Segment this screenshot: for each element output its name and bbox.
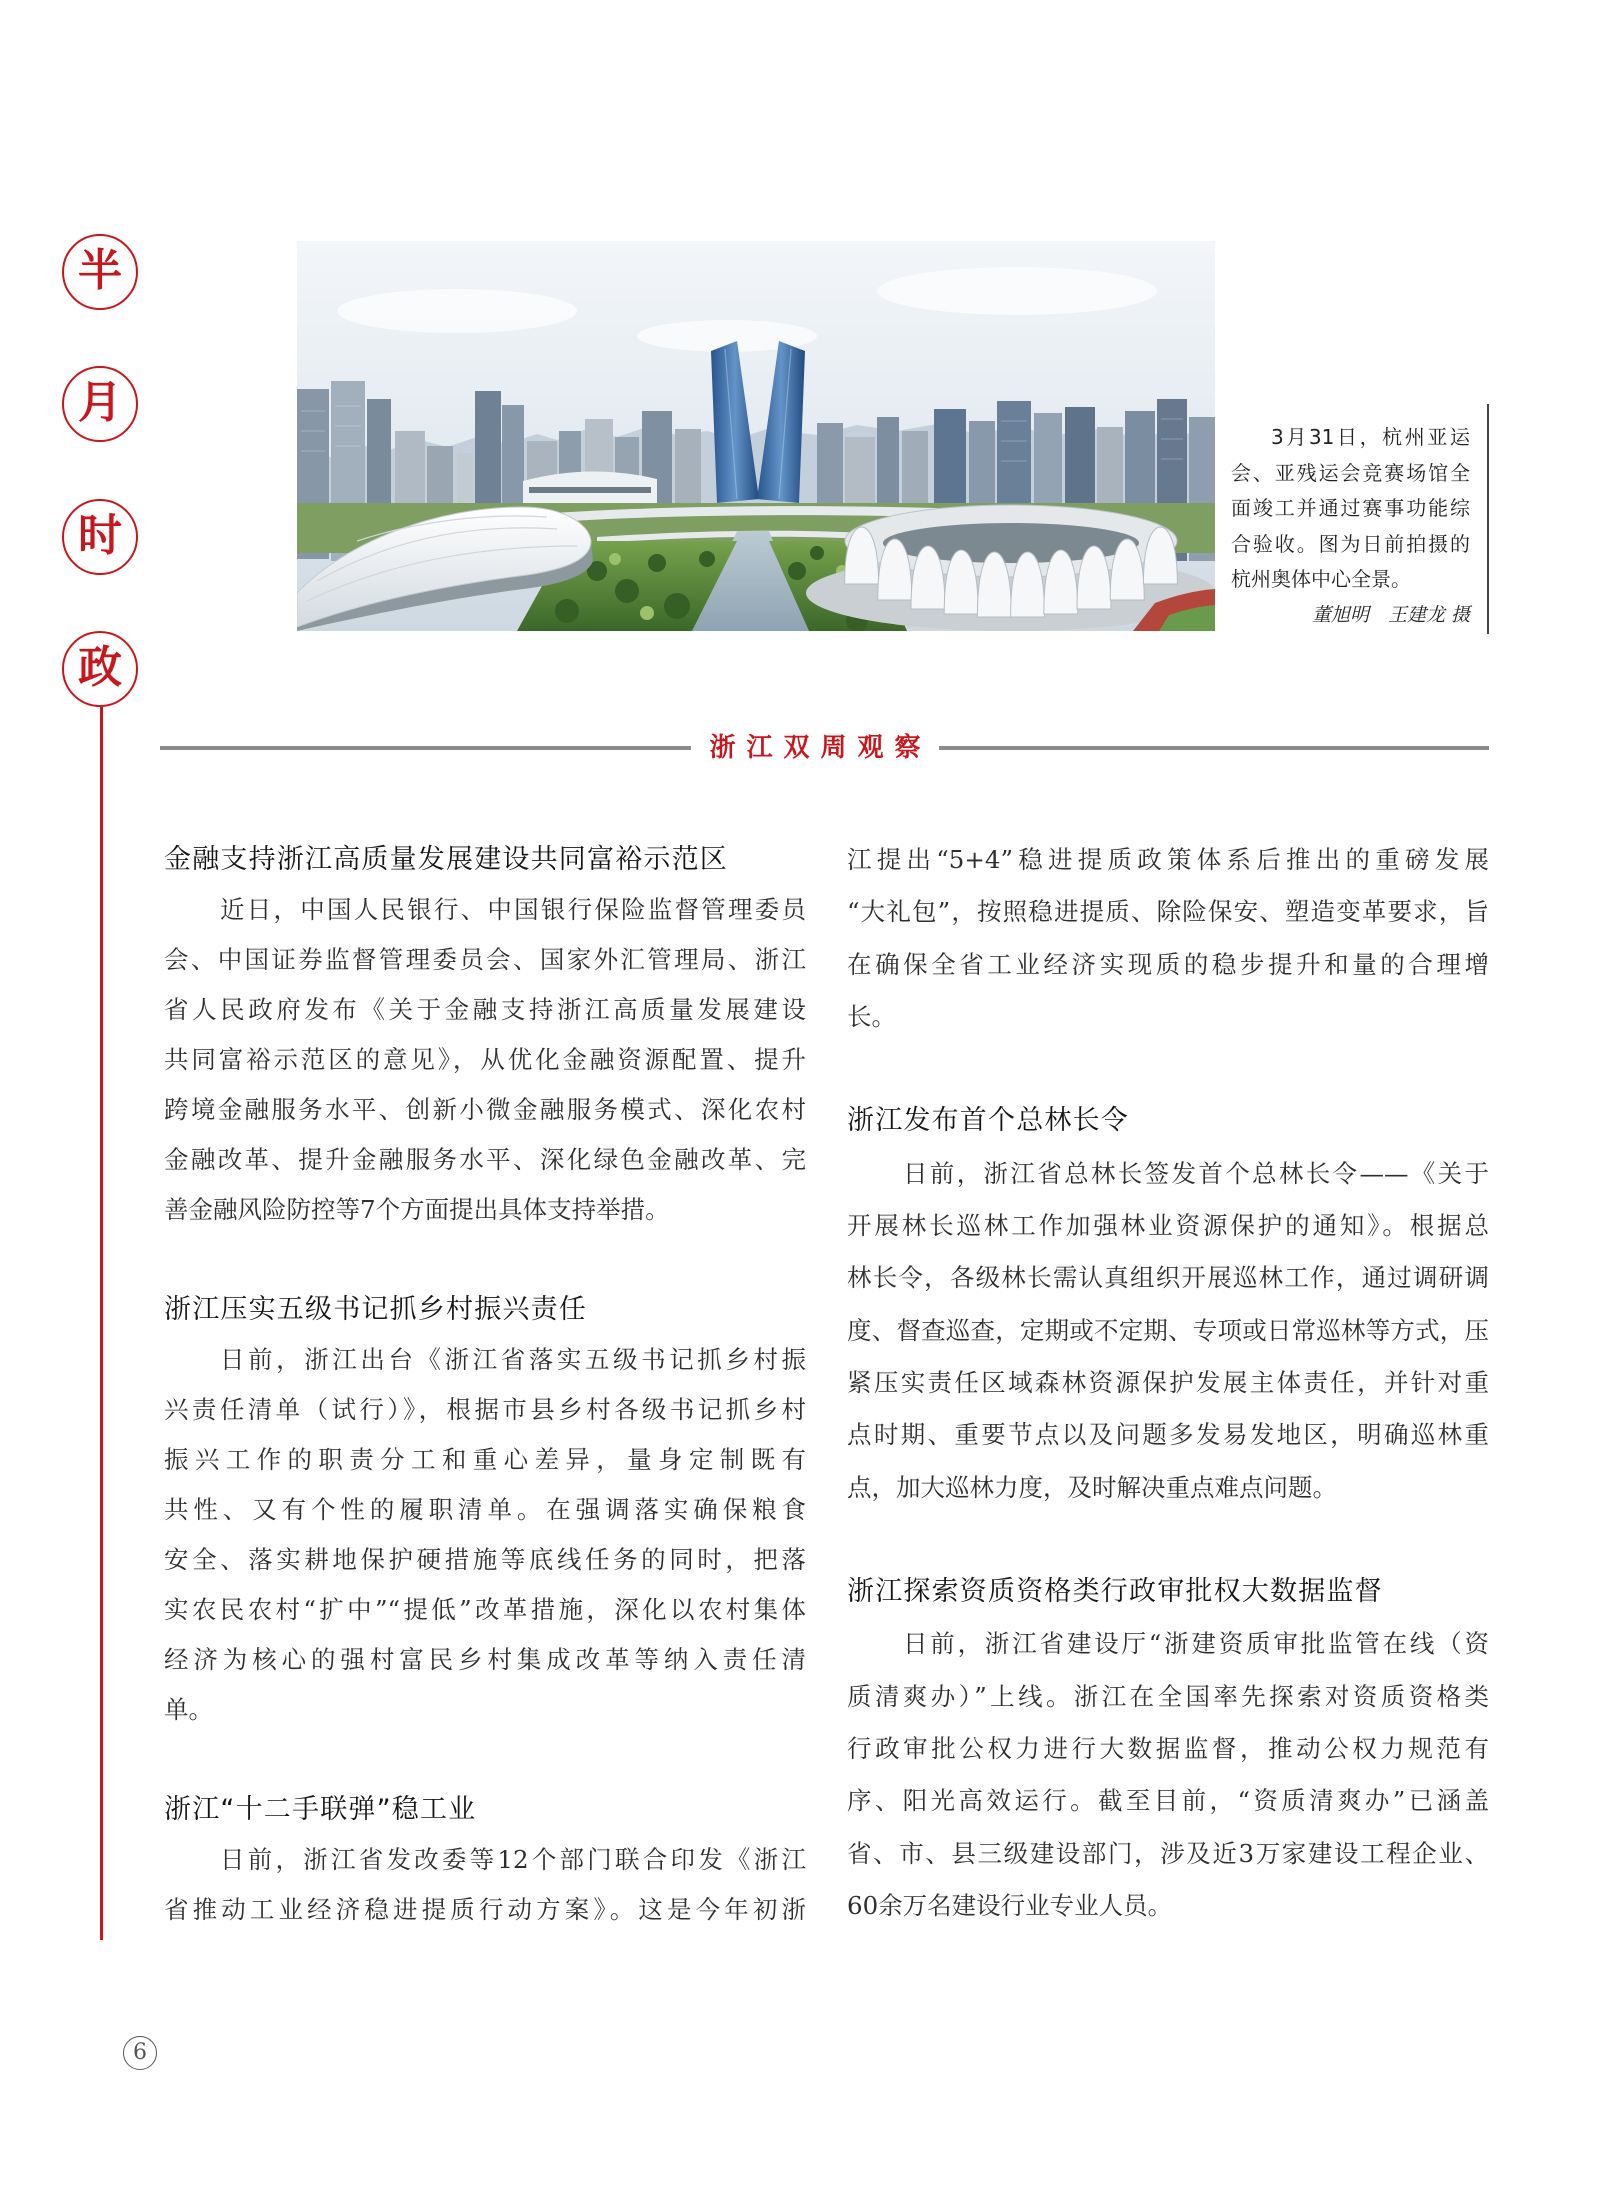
body-line: 金融改革、提升金融服务水平、深化绿色金融改革、完 — [164, 1145, 806, 1174]
body-line: 实农民农村“扩中”“提低”改革措施，深化以农村集体 — [164, 1595, 806, 1624]
body-line: 林长令，各级林长需认真组织开展巡林工作，通过调研调 — [847, 1263, 1489, 1293]
body-line: 序、阳光高效运行。截至目前，“资质清爽办”已涵盖 — [847, 1786, 1489, 1816]
body-line: 善金融风险防控等7个方面提出具体支持举措。 — [164, 1195, 670, 1224]
photo-caption — [1231, 420, 1470, 633]
body-line: 在确保全省工业经济实现质的稳步提升和量的合理增 — [847, 949, 1489, 979]
caption-line: 3月31日，杭州亚运 — [1271, 425, 1470, 449]
body-line: 点时期、重要节点以及问题多发易发地区，明确巡林重 — [847, 1420, 1489, 1450]
article — [847, 1095, 1489, 1513]
caption-line: 杭州奥体中心全景。 — [1231, 567, 1411, 591]
body-line: 省推动工业经济稳进提质行动方案》。这是今年初浙 — [164, 1895, 806, 1924]
body-line: 安全、落实耕地保护硬措施等底线任务的同时，把落 — [164, 1545, 806, 1574]
masthead-char: 时 — [62, 499, 138, 575]
body-line: 日前，浙江出台《浙江省落实五级书记抓乡村振 — [220, 1345, 806, 1374]
body-line: 江提出“5+4”稳进提质政策体系后推出的重磅发展 — [847, 845, 1489, 874]
article — [164, 1785, 806, 1935]
masthead-char: 月 — [62, 366, 138, 442]
body-line: 振兴工作的职责分工和重心差异，量身定制既有 — [164, 1445, 806, 1474]
page-number: 6 — [123, 2036, 157, 2070]
body-line: 度、督查巡查，定期或不定期、专项或日常巡林等方式，压 — [847, 1315, 1489, 1345]
body-line: 60余万名建设行业专业人员。 — [847, 1890, 1173, 1920]
masthead-char: 政 — [62, 631, 138, 707]
caption-rule — [1487, 404, 1489, 634]
body-line: 会、中国证券监督管理委员会、国家外汇管理局、浙江 — [164, 945, 806, 974]
body-line: 共性、又有个性的履职清单。在强调落实确保粮食 — [164, 1495, 806, 1524]
article-title: 浙江探索资质资格类行政审批权大数据监督 — [847, 1576, 1383, 1608]
article-continuation — [847, 834, 1489, 1043]
article — [164, 835, 806, 1235]
right-column — [847, 834, 1489, 1932]
body-line: 点，加大巡林力度，及时解决重点难点问题。 — [847, 1472, 1337, 1502]
body-line: 行政审批公权力进行大数据监督，推动公权力规范有 — [847, 1734, 1489, 1764]
body-line: 经济为核心的强村富民乡村集成改革等纳入责任清 — [164, 1645, 806, 1674]
section-title: 浙江双周观察 — [691, 728, 939, 768]
body-line: 质清爽办）”上线。浙江在全国率先探索对资质资格类 — [847, 1681, 1489, 1711]
caption-line: 面竣工并通过赛事功能综 — [1231, 496, 1470, 520]
article-title: 浙江“十二手联弹”稳工业 — [164, 1794, 477, 1825]
article-title: 浙江压实五级书记抓乡村振兴责任 — [164, 1294, 587, 1325]
body-line: 近日，中国人民银行、中国银行保险监督管理委员 — [220, 895, 806, 924]
article — [164, 1285, 806, 1735]
exhibition-building — [523, 471, 657, 505]
left-column — [164, 835, 806, 1935]
caption-line: 会、亚残运会竞赛场馆全 — [1231, 460, 1470, 485]
body-line: 跨境金融服务水平、创新小微金融服务模式、深化农村 — [164, 1095, 806, 1124]
body-line: 日前，浙江省建设厅“浙建资质审批监管在线（资 — [903, 1629, 1489, 1659]
caption-line: 合验收。图为日前拍摄的 — [1231, 531, 1470, 556]
article-title: 金融支持浙江高质量发展建设共同富裕示范区 — [164, 844, 728, 875]
body-line: 日前，浙江省总林长签发首个总林长令——《关于 — [903, 1158, 1489, 1188]
article — [847, 1566, 1489, 1932]
body-line: 开展林长巡林工作加强林业资源保护的通知》。根据总 — [847, 1211, 1489, 1241]
body-line: 兴责任清单（试行）》，根据市县乡村各级书记抓乡村 — [164, 1395, 806, 1424]
masthead-char: 半 — [62, 234, 138, 310]
body-line: 省、市、县三级建设部门，涉及近3万家建设工程企业、 — [847, 1838, 1489, 1868]
article-title: 浙江发布首个总林长令 — [847, 1105, 1129, 1137]
photo-credit: 董旭明 王建龙 摄 — [1311, 603, 1470, 626]
masthead-vertical-rule — [100, 707, 103, 1940]
body-line: “大礼包”，按照稳进提质、除险保安、塑造变革要求，旨 — [847, 897, 1489, 927]
body-line: 紧压实责任区域森林资源保护发展主体责任，并针对重 — [847, 1367, 1489, 1397]
body-line: 日前，浙江省发改委等12个部门联合印发《浙江 — [220, 1845, 806, 1874]
body-line: 省人民政府发布《关于金融支持浙江高质量发展建设 — [164, 995, 806, 1024]
photo-hangzhou-olympic-sports-center — [297, 241, 1215, 631]
body-line: 单。 — [164, 1695, 213, 1724]
body-line: 共同富裕示范区的意见》，从优化金融资源配置、提升 — [164, 1045, 806, 1074]
body-line: 长。 — [847, 1001, 896, 1031]
